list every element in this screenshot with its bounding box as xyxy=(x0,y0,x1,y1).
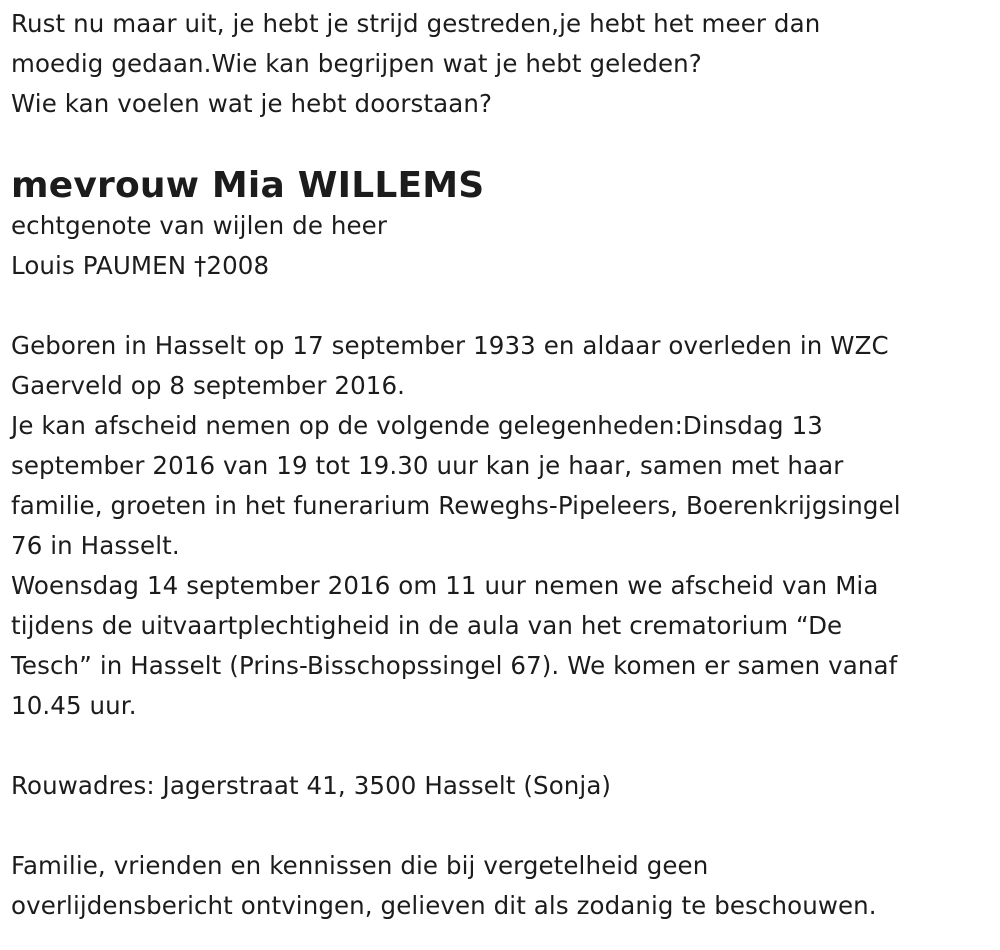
relation-line: echtgenote van wijlen de heer xyxy=(11,211,388,240)
closing-block xyxy=(11,846,986,926)
poem-line: moedig gedaan.Wie kan begrijpen wat je hebt geleden? xyxy=(11,49,702,78)
details-line: Woensdag 14 september 2016 om 11 uur nemen we afscheid van Mia xyxy=(11,571,879,600)
mourning-address: Rouwadres: Jagerstraat 41, 3500 Hasselt (Sonja) xyxy=(11,771,612,800)
obituary-notice xyxy=(11,4,986,926)
details-line: familie, groeten in het funerarium Reweghs-Pipeleers, Boerenkrijgsingel xyxy=(11,491,901,520)
details-block xyxy=(11,326,986,726)
spacer xyxy=(11,124,986,166)
poem-block xyxy=(11,4,986,124)
relation-line: Louis PAUMEN †2008 xyxy=(11,251,270,280)
relation-block xyxy=(11,206,986,286)
details-line: september 2016 van 19 tot 19.30 uur kan je haar, samen met haar xyxy=(11,451,844,480)
details-line: Je kan afscheid nemen op de volgende gelegenheden:Dinsdag 13 xyxy=(11,411,823,440)
spacer xyxy=(11,806,986,846)
details-line: Tesch” in Hasselt (Prins-Bisschopssingel 67). We komen er samen vanaf xyxy=(11,651,898,680)
deceased-name: mevrouw Mia WILLEMS xyxy=(11,165,485,206)
spacer xyxy=(11,286,986,326)
details-line: Gaerveld op 8 september 2016. xyxy=(11,371,406,400)
poem-line: Wie kan voelen wat je hebt doorstaan? xyxy=(11,89,493,118)
closing-line: overlijdensbericht ontvingen, gelieven dit als zodanig te beschouwen. xyxy=(11,891,877,920)
details-line: tijdens de uitvaartplechtigheid in de aula van het crematorium “De xyxy=(11,611,843,640)
spacer xyxy=(11,726,986,766)
details-line: Geboren in Hasselt op 17 september 1933 en aldaar overleden in WZC xyxy=(11,331,889,360)
closing-line: Familie, vrienden en kennissen die bij vergetelheid geen xyxy=(11,851,709,880)
details-line: 76 in Hasselt. xyxy=(11,531,180,560)
details-line: 10.45 uur. xyxy=(11,691,137,720)
poem-line: Rust nu maar uit, je hebt je strijd gestreden,je hebt het meer dan xyxy=(11,9,821,38)
